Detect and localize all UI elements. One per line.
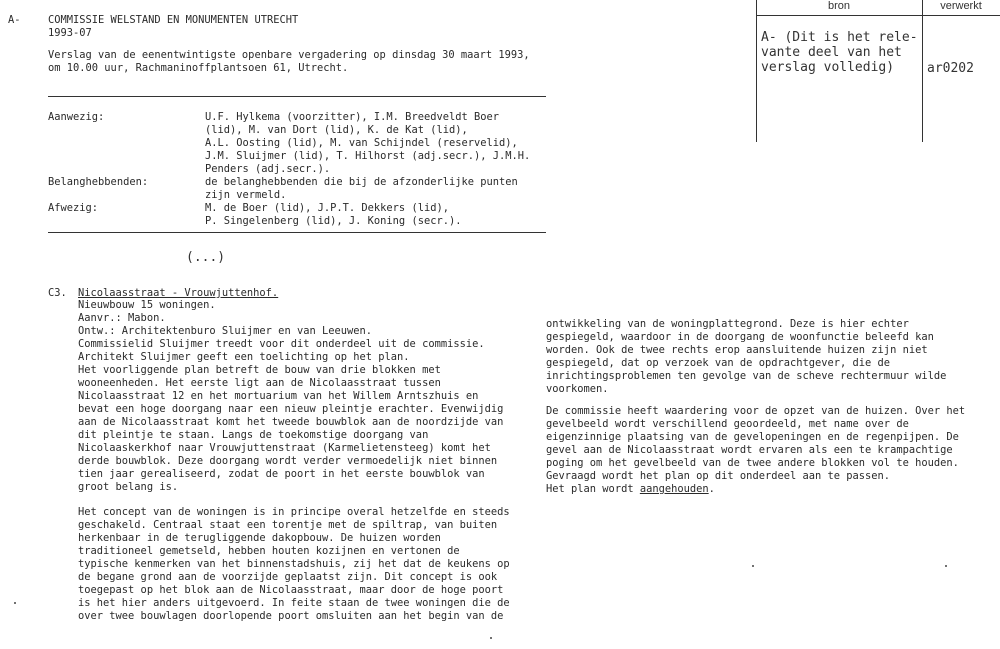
archive-code: ar0202 (927, 61, 974, 76)
body-line: worden. Ook de twee rechts erop aansluitende huizen zijn niet (546, 344, 928, 356)
body-line: herkenbaar in de terugliggende dakopbouw. De huizen worden (78, 532, 441, 544)
decision-suffix: . (708, 483, 715, 495)
present-line: U.F. Hylkema (voorzitter), I.M. Breedveldt Boer (205, 111, 500, 123)
body-line: dit pleintje te staan. Langs de toekomstige doorgang van (78, 429, 429, 441)
body-line: Aanvr.: Mabon. (78, 312, 166, 324)
organization-name: COMMISSIE WELSTAND EN MONUMENTEN UTRECHT (48, 14, 299, 26)
column-header-bron: bron (827, 0, 851, 12)
present-line: A.L. Oosting (lid), M. van Schijndel (reservelid), (205, 137, 518, 149)
present-line: J.M. Sluijmer (lid), T. Hilhorst (adj.secr.), J.M.H. (205, 150, 531, 162)
body-line: Nieuwbouw 15 woningen. (78, 299, 216, 311)
body-line: voorkomen. (546, 383, 609, 395)
interested-line: zijn vermeld. (205, 189, 287, 201)
body-line: de begane grond aan de voorzijde geplaatst zijn. Dit concept is ook (78, 571, 498, 583)
body-line: inrichtingsproblemen ten gevolge van de scheve rechtermuur wilde (546, 370, 947, 382)
handwritten-note-line-1: A- (Dit is het rele- (761, 30, 918, 45)
body-line: Commissielid Sluijmer treedt voor dit onderdeel uit de commissie. (78, 338, 485, 350)
body-line: Het voorliggende plan betreft de bouw van drie blokken met (78, 364, 441, 376)
scan-speck (752, 565, 754, 567)
item-number: C3. (48, 287, 67, 299)
body-line: gespiegeld, dat op verzoek van de opdrachtgever, die de (546, 357, 891, 369)
body-line: Ontw.: Architektenburo Sluijmer en van Leeuwen. (78, 325, 373, 337)
scan-speck (945, 565, 947, 567)
handwritten-note-line-2: vante deel van het (761, 45, 902, 60)
body-line: is het hier anders uitgevoerd. In feite staan de twee woningen die de (78, 597, 510, 609)
body-line: eigenzinnige plaatsing van de gevelopeningen en de regenpijpen. De (546, 431, 959, 443)
item-title: Nicolaasstraat - Vrouwjuttenhof. (78, 287, 279, 299)
body-line: Nicolaasstraat 12 en het mortuarium van het Willem Arntszhuis en (78, 390, 479, 402)
body-line: gespiegeld, waardoor in de doorgang de woonfunctie beleefd kan (546, 331, 934, 343)
document-year: 1993-07 (48, 27, 92, 39)
report-line-2: om 10.00 uur, Rachmaninoffplantsoen 61, Utrecht. (48, 62, 349, 74)
present-label: Aanwezig: (48, 111, 105, 123)
body-line: Architekt Sluijmer geeft een toelichting op het plan. (78, 351, 410, 363)
body-line: poging om het gevelbeeld van de twee andere blokken vol te houden. (546, 457, 959, 469)
scan-speck (490, 637, 492, 639)
body-line: toegepast op het blok aan de Nicolaasstraat, maar door de hoge poort (78, 584, 504, 596)
body-line: over twee bouwlagen doorlopende poort omsluiten aan het begin van de (78, 610, 504, 622)
body-line: wooneenheden. Het eerste ligt aan de Nicolaasstraat tussen (78, 377, 441, 389)
body-line: groot belang is. (78, 481, 179, 493)
body-line: Nicolaaskerkhof naar Vrouwjuttenstraat (Karmelietensteeg) komt het (78, 442, 491, 454)
interested-line: de belanghebbenden die bij de afzonderlijke punten (205, 176, 518, 188)
divider-bottom (48, 232, 546, 233)
decision-word: aangehouden (639, 483, 709, 495)
body-line: De commissie heeft waardering voor de opzet van de huizen. Over het (546, 405, 966, 417)
body-line: tien jaar gerealiseerd, zodat de poort in het eerste bouwblok van (78, 468, 485, 480)
present-line: Penders (adj.secr.). (205, 163, 331, 175)
body-line: geschakeld. Centraal staat een torentje met de spiltrap, van buiten (78, 519, 498, 531)
body-line: traditioneel gemetseld, hebben houten kozijnen en vertonen de (78, 545, 460, 557)
report-line-1: Verslag van de eenentwintigste openbare vergadering op dinsdag 30 maart 1993, (48, 49, 530, 61)
handwritten-note-line-3: verslag volledig) (761, 60, 895, 75)
body-line: bevat een hoge doorgang naar een nieuw pleintje erachter. Evenwijdig (78, 403, 504, 415)
body-line: Gevraagd wordt het plan op dit onderdeel aan te passen. (546, 470, 891, 482)
absent-line: M. de Boer (lid), J.P.T. Dekkers (lid), (205, 202, 449, 214)
absent-line: P. Singelenberg (lid), J. Koning (secr.). (205, 215, 462, 227)
absent-label: Afwezig: (48, 202, 99, 214)
scan-speck (14, 602, 16, 604)
body-line: typische kenmerken van het binnenstadshuis, zij het dat de keukens op (78, 558, 510, 570)
interested-label: Belanghebbenden: (48, 176, 149, 188)
omission-mark: (...) (186, 250, 226, 265)
column-header-verwerkt: verwerkt (940, 0, 982, 12)
body-line: derde bouwblok. Deze doorgang wordt verder vermoedelijk niet binnen (78, 455, 498, 467)
present-line: (lid), M. van Dort (lid), K. de Kat (lid), (205, 124, 468, 136)
divider-top (48, 96, 546, 97)
body-line: gevelbeeld wordt verschillend geoordeeld, met name over de (546, 418, 909, 430)
body-line: Het concept van de woningen is in principe overal hetzelfde en steeds (78, 506, 510, 518)
decision-line (546, 483, 715, 496)
body-line: aan de Nicolaasstraat komt het tweede bouwblok aan de noordzijde van (78, 416, 504, 428)
body-line: ontwikkeling van de woningplattegrond. Deze is hier echter (546, 318, 909, 330)
decision-prefix: Het plan wordt (546, 483, 640, 495)
section-marker: A- (8, 14, 21, 26)
body-line: gevel aan de Nicolaasstraat wordt ervaren als een te krampachtige (546, 444, 953, 456)
